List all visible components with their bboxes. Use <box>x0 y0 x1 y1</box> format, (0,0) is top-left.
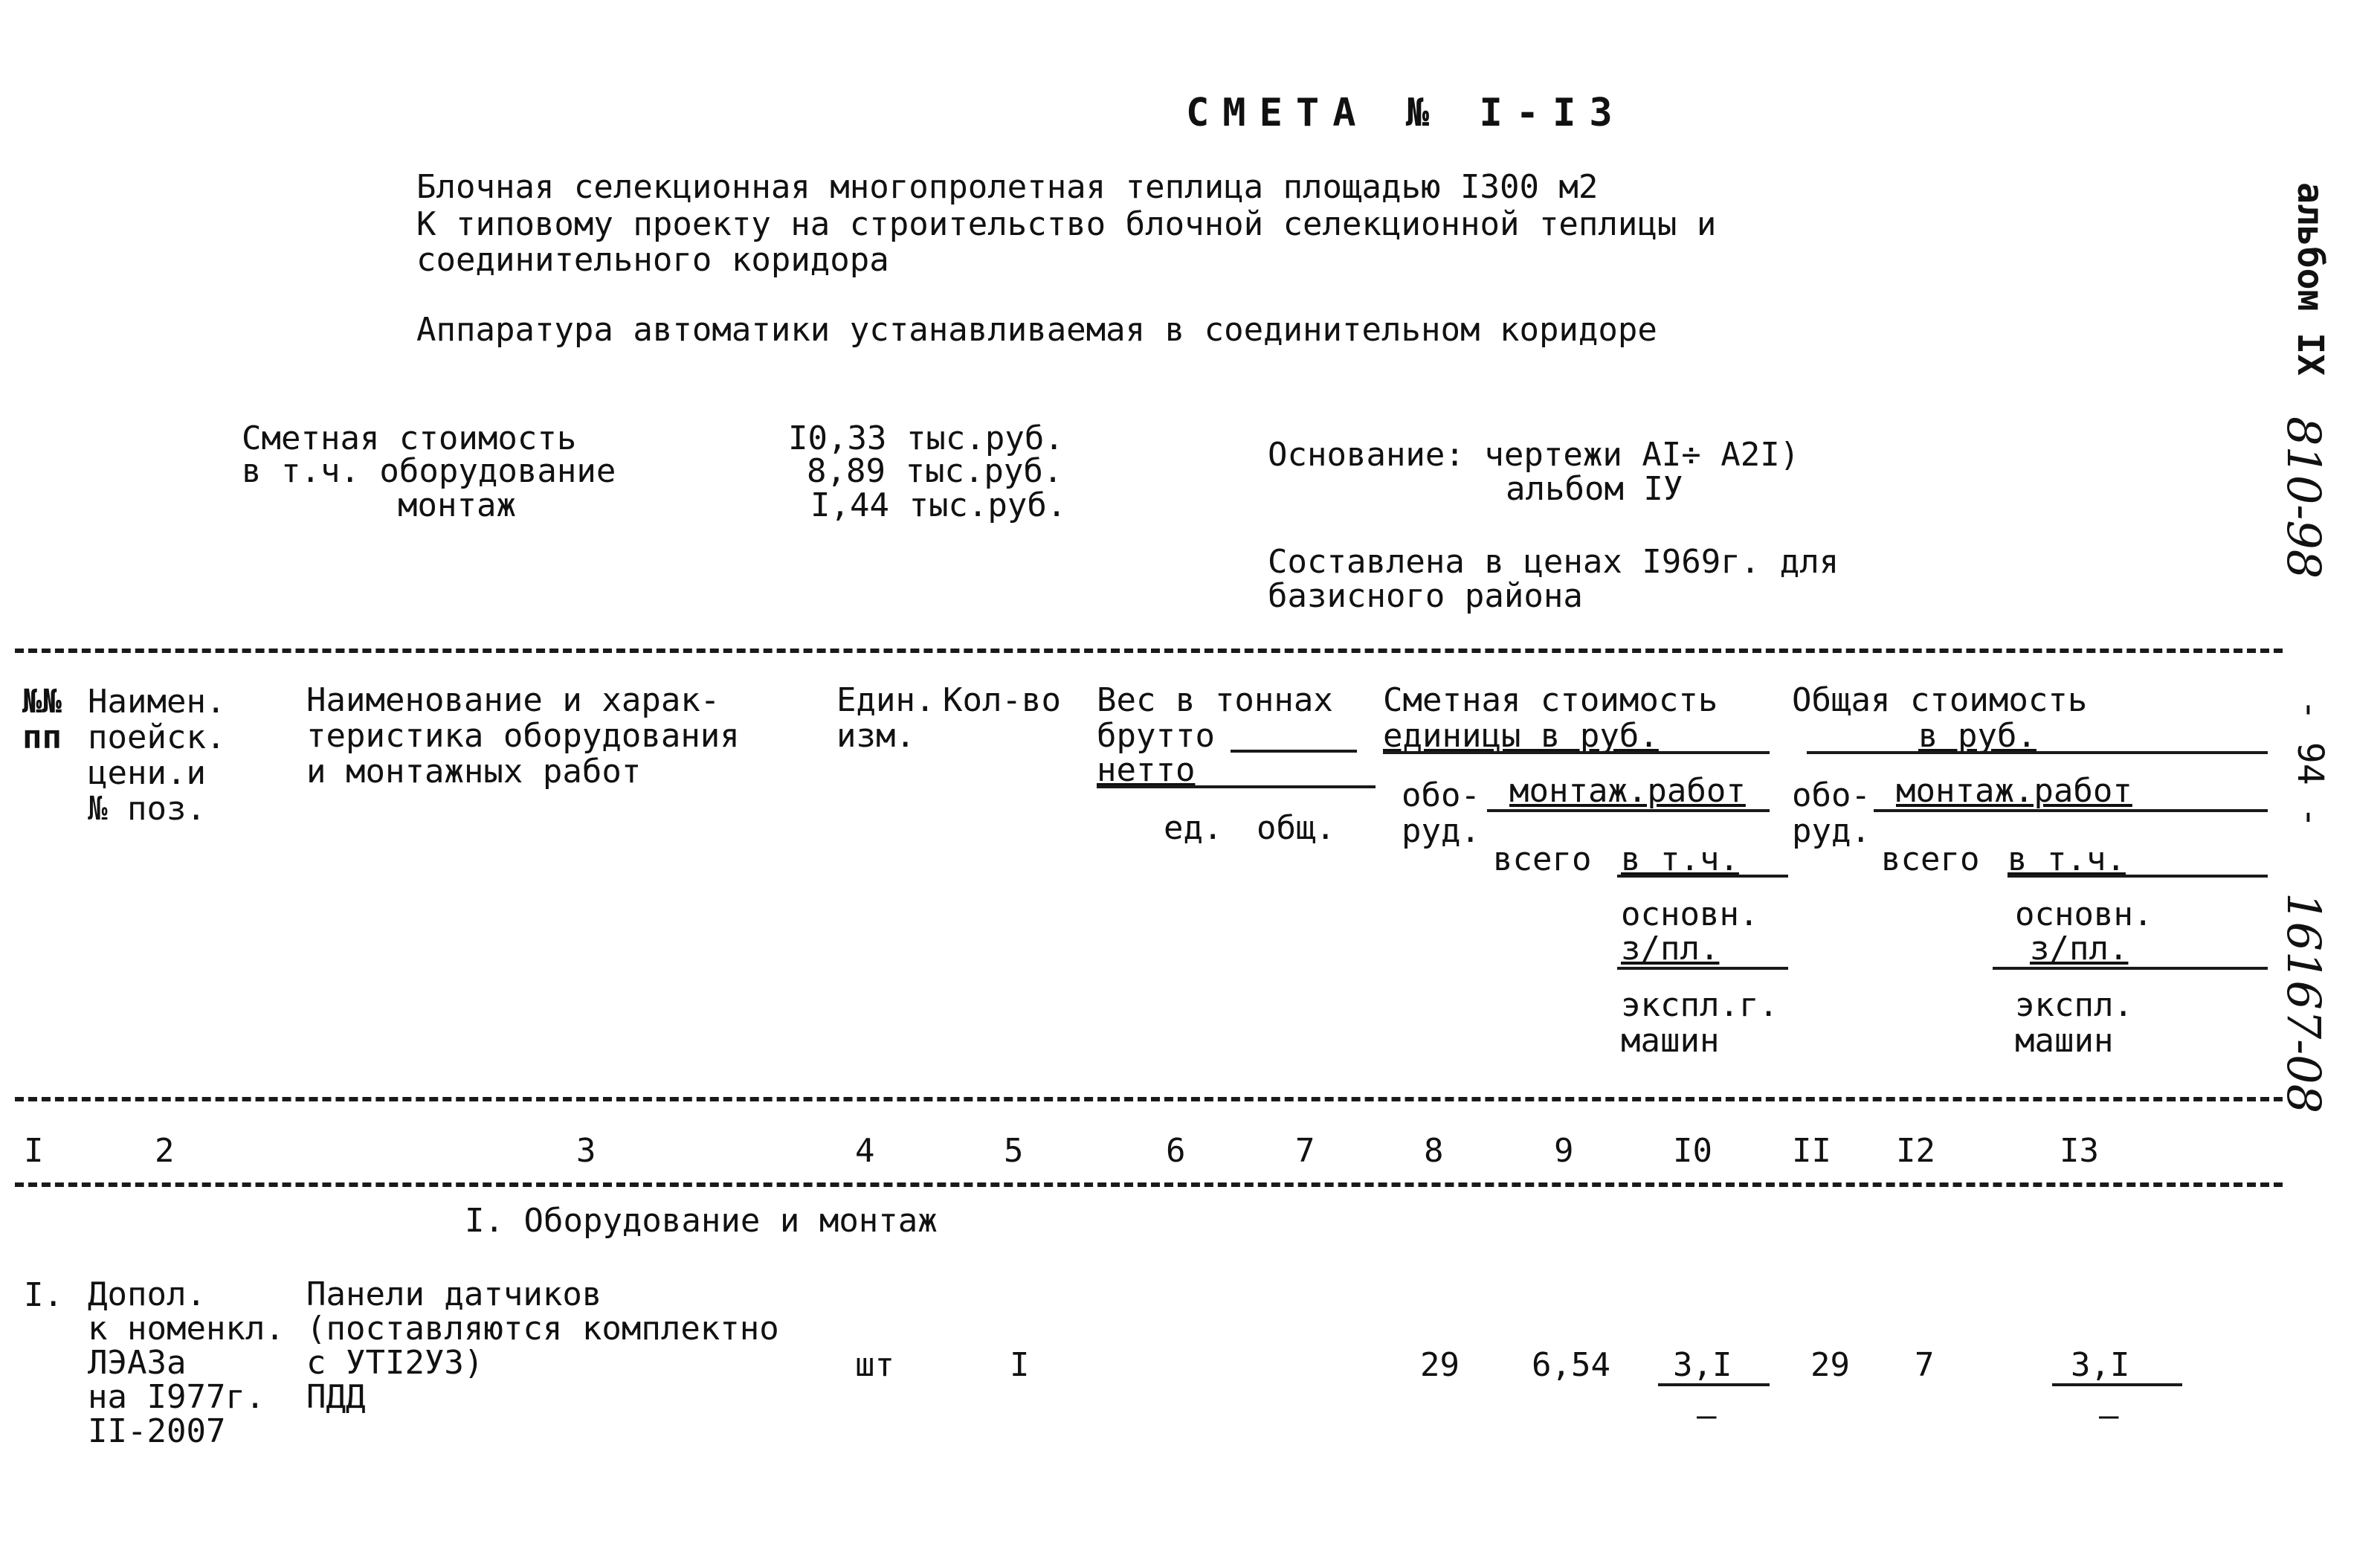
album-number: альбом IX <box>2289 182 2331 376</box>
underline-row-total-wages <box>2052 1383 2182 1386</box>
underline-total-cost <box>1807 751 2268 754</box>
underline-total-installation <box>1874 809 2268 812</box>
row-unit: шт <box>855 1346 894 1384</box>
basis-line-2: альбом IУ <box>1506 470 1683 508</box>
col-header-number: №№ пп <box>22 683 62 756</box>
col-header-name: Наименование и харак- теристика оборудования и монтажных работ <box>306 681 740 791</box>
row-unit-wages: 3,I <box>1673 1346 1732 1384</box>
col-header-total-equipment: обо- руд. <box>1792 776 1871 850</box>
page-number: - 94 - <box>2289 699 2331 828</box>
col-header-weight-netto: нетто <box>1097 751 1196 789</box>
header-bottom-border <box>15 1097 2283 1101</box>
col-header-price-ref: Наимен. поейск. цени.и № поз. <box>88 683 226 828</box>
row-price-reference: Допол. к номенкл. ЛЭАЗа на I977г. II-2007 <box>88 1275 285 1450</box>
project-code: 810-98 <box>2277 416 2331 579</box>
row-unit-machines: – <box>1697 1397 1717 1435</box>
column-number: II <box>1792 1132 1831 1170</box>
underline-unit-cost <box>1383 751 1770 754</box>
col-header-total-installation: монтаж.работ <box>1896 772 2132 810</box>
col-header-unit-cost: Сметная стоимость <box>1383 681 1718 719</box>
header-line-3: соединительного коридора <box>416 241 889 279</box>
col-header-unit-machines: экспл.г. машин <box>1621 986 1778 1060</box>
underline-unit-installation <box>1487 809 1770 812</box>
col-header-total-machines: экспл. машин <box>2015 986 2133 1060</box>
col-header-unit-incl: в т.ч. <box>1621 840 1739 878</box>
column-number: 6 <box>1166 1132 1186 1170</box>
column-number: I <box>24 1132 44 1170</box>
underline-total-incl <box>2007 875 2268 878</box>
column-number: 4 <box>855 1132 875 1170</box>
underline-row-unit-wages <box>1658 1383 1770 1386</box>
header-line-1: Блочная селекционная многопролетная теплица площадью I300 м2 <box>416 168 1599 206</box>
col-header-unit-total: всего <box>1493 840 1592 878</box>
header-subtitle: Аппаратура автоматики устанавливаемая в соединительном коридоре <box>416 311 1657 349</box>
row-total-installation-total: 7 <box>1915 1346 1935 1384</box>
column-number: 2 <box>155 1132 175 1170</box>
cost-label-equipment: в т.ч. оборудование <box>242 452 616 490</box>
row-unit-equipment: 29 <box>1420 1346 1460 1384</box>
cost-label-installation: монтаж <box>398 486 516 524</box>
underline-unit-wages <box>1617 967 1788 970</box>
col-header-total-cost: Общая стоимость <box>1792 681 2088 719</box>
col-header-total-wages-sub: з/пл. <box>2030 930 2129 968</box>
column-number: 9 <box>1554 1132 1574 1170</box>
col-header-weight-brutto: брутто <box>1097 717 1215 755</box>
row-total-equipment: 29 <box>1810 1346 1850 1384</box>
section-title: I. Оборудование и монтаж <box>465 1202 938 1240</box>
col-header-total-total: всего <box>1881 840 1980 878</box>
column-number: I3 <box>2060 1132 2099 1170</box>
col-header-weight: Вес в тоннах <box>1097 681 1333 719</box>
underline-unit-incl <box>1617 875 1788 878</box>
document-number: 16167-08 <box>2277 892 2331 1114</box>
cost-value-total: I0,33 тыс.руб. <box>788 419 1064 457</box>
col-header-quantity: Кол-во <box>943 681 1061 719</box>
column-number: 5 <box>1004 1132 1024 1170</box>
col-header-unit-wages-sub: з/пл. <box>1621 930 1720 968</box>
header-line-2: К типовому проекту на строительство блочной селекционной теплицы и <box>416 205 1717 243</box>
col-header-unit-equipment: обо- руд. <box>1402 776 1480 850</box>
table-top-border <box>15 649 2283 653</box>
column-numbers-border <box>15 1182 2283 1187</box>
cost-label-total: Сметная стоимость <box>242 419 577 457</box>
cost-value-installation: I,44 тыс.руб. <box>810 486 1067 524</box>
col-header-total-wages: основн. <box>2015 895 2153 933</box>
col-header-unit-installation: монтаж.работ <box>1509 772 1746 810</box>
row-number: I. <box>24 1276 63 1314</box>
col-header-weight-unit: ед. <box>1164 809 1223 847</box>
row-item-name: Панели датчиков (поставляются комплектно с УТI2УЗ) ПДД <box>306 1275 779 1416</box>
underline-brutto <box>1231 750 1357 753</box>
col-header-total-cost-sub: в руб. <box>1918 717 2036 755</box>
column-number: I2 <box>1896 1132 1935 1170</box>
basis-line-4: базисного района <box>1268 577 1583 615</box>
underline-total-wages <box>1993 967 2268 970</box>
col-header-unit: Един. изм. <box>836 681 935 755</box>
column-number: I0 <box>1673 1132 1712 1170</box>
row-total-machines: – <box>2099 1397 2119 1435</box>
col-header-weight-total: общ. <box>1257 809 1335 847</box>
column-number: 8 <box>1424 1132 1444 1170</box>
column-number: 7 <box>1295 1132 1315 1170</box>
underline-netto <box>1097 785 1376 788</box>
basis-line-3: Составлена в ценах I969г. для <box>1268 543 1839 581</box>
basis-line-1: Основание: чертежи AI÷ A2I) <box>1268 436 1800 474</box>
column-number: 3 <box>576 1132 596 1170</box>
col-header-total-incl: в т.ч. <box>2007 840 2126 878</box>
row-quantity: I <box>1010 1346 1030 1384</box>
col-header-unit-wages: основн. <box>1621 895 1759 933</box>
row-total-wages: 3,I <box>2071 1346 2130 1384</box>
row-unit-installation-total: 6,54 <box>1532 1346 1610 1384</box>
cost-value-equipment: 8,89 тыс.руб. <box>807 452 1063 490</box>
document-title: СМЕТА № I-I3 <box>1186 91 1626 135</box>
col-header-unit-cost-sub: единицы в руб. <box>1383 717 1659 755</box>
